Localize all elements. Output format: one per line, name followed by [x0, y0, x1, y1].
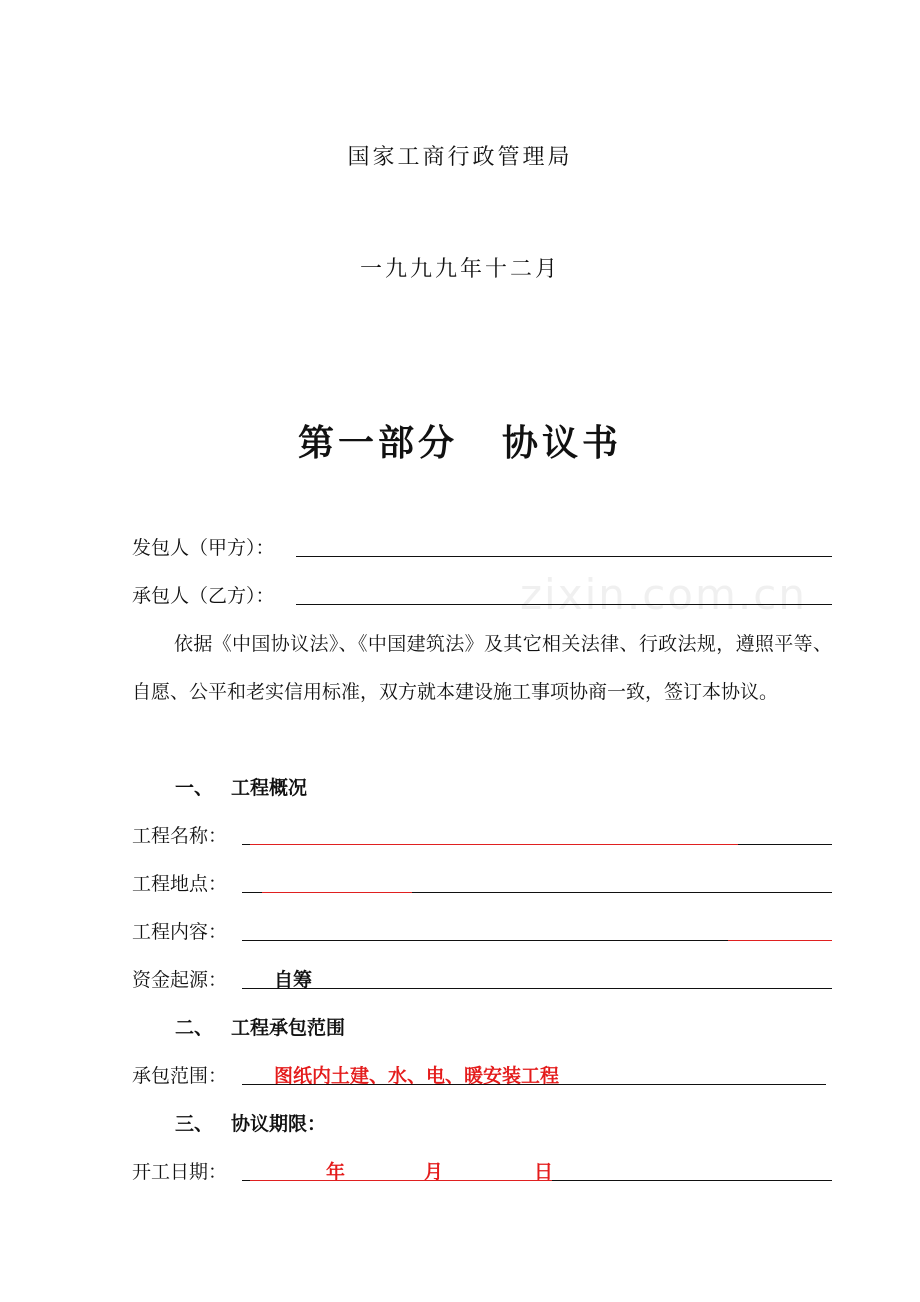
project-location-red-underline	[262, 892, 412, 893]
section-title: 协议期限：	[231, 1113, 327, 1135]
funding-value: 自筹	[274, 969, 313, 991]
section-heading-2	[175, 1012, 345, 1044]
contractor-blank[interactable]	[296, 604, 832, 605]
scope-label: 承包范围：	[132, 1065, 228, 1087]
issue-date: 一九九九年十二月	[359, 257, 560, 282]
funding-row	[132, 964, 832, 996]
section-heading-1	[175, 772, 307, 804]
project-location-row	[132, 868, 832, 900]
section-number: 二、	[175, 1017, 214, 1039]
scope-blank[interactable]	[242, 1084, 826, 1085]
project-content-row	[132, 916, 832, 948]
section-number: 一、	[175, 777, 214, 799]
funding-label: 资金起源：	[132, 969, 228, 991]
project-location-label: 工程地点：	[132, 873, 228, 895]
section-number: 三、	[175, 1113, 214, 1135]
contractor-label: 承包人（乙方）：	[132, 585, 275, 607]
start-date-row	[132, 1156, 832, 1188]
intro-paragraph: 依据《中国协议法》、《中国建筑法》及其它相关法律、行政法规，遵照平等、自愿、公平和老实信用标准，双方就本建设施工事项协商一致，签订本协议。	[132, 633, 832, 703]
watermark: zixin.com.cn	[520, 570, 807, 619]
section-title: 工程承包范围	[231, 1017, 346, 1039]
start-year-label: 年	[326, 1161, 346, 1183]
funding-blank[interactable]	[242, 988, 832, 989]
project-name-label: 工程名称：	[132, 825, 228, 847]
scope-row	[132, 1060, 832, 1092]
employer-blank[interactable]	[296, 556, 832, 557]
project-content-red-underline	[728, 940, 832, 941]
project-name-red-underline	[250, 844, 738, 845]
employer-row	[132, 532, 832, 564]
start-month-label: 月	[424, 1161, 444, 1183]
employer-label: 发包人（甲方）：	[132, 537, 275, 559]
start-day-label: 日	[534, 1161, 554, 1183]
section-heading-3	[175, 1108, 326, 1140]
project-name-row	[132, 820, 832, 852]
project-content-label: 工程内容：	[132, 921, 228, 943]
part-name: 协议书	[502, 423, 623, 464]
part-number: 第一部分	[297, 423, 458, 464]
scope-value: 图纸内土建、水、电、暖安装工程	[274, 1065, 560, 1087]
start-date-label: 开工日期：	[132, 1161, 228, 1183]
start-date-red-underline	[250, 1180, 552, 1181]
part-title	[0, 415, 920, 466]
contractor-row	[132, 580, 832, 612]
issuer-text: 国家工商行政管理局	[347, 145, 573, 170]
section-title: 工程概况	[231, 777, 308, 799]
